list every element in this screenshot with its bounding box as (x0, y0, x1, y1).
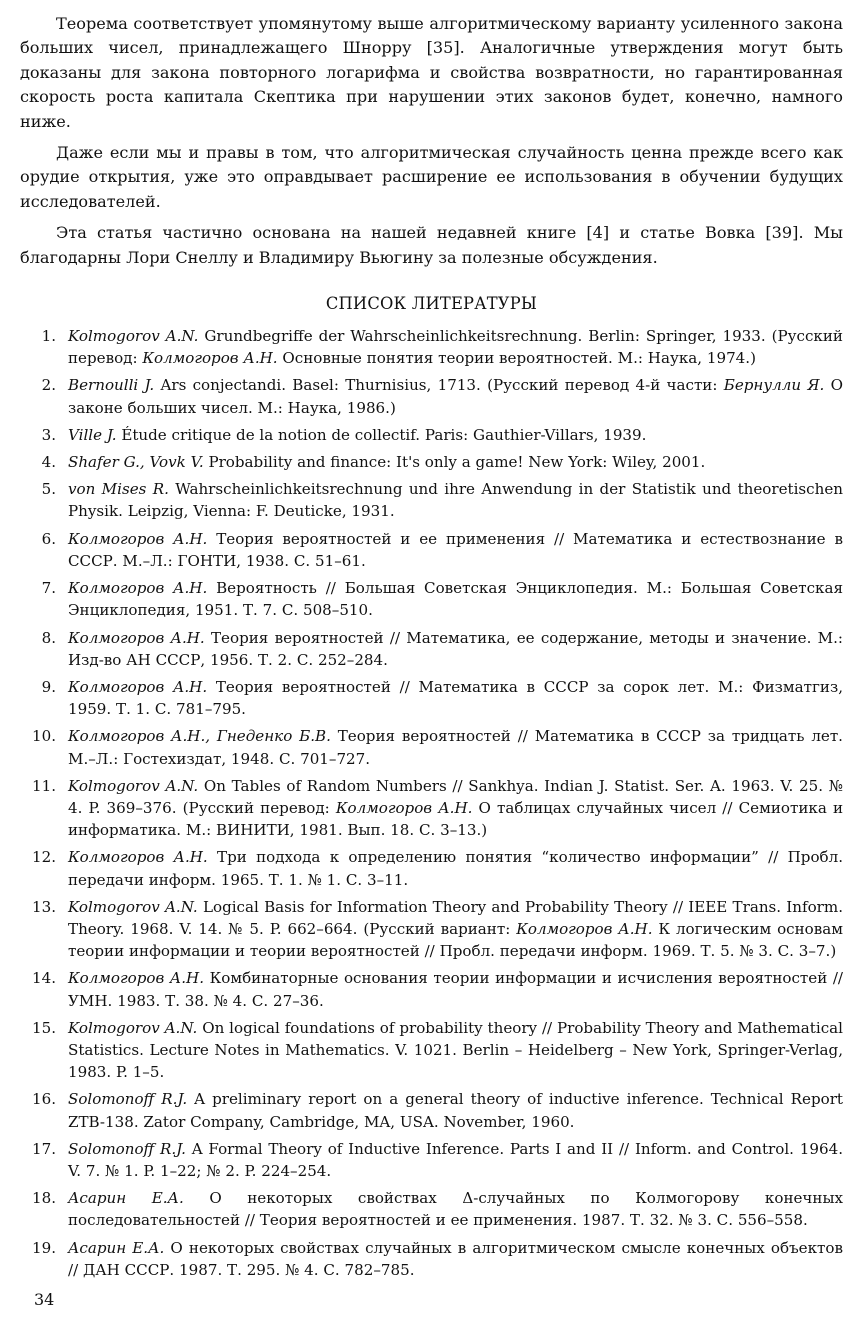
reference-author: Kolmogorov A.N. (68, 776, 199, 795)
reference-item (20, 528, 843, 572)
reference-author: Kolmogorov A.N. (68, 1018, 198, 1037)
reference-text: Grundbegriffe der Wahrscheinlichkeitsrechnung. Berlin: Springer, 1933. (Русский перевод: (68, 327, 843, 368)
reference-number: 4. (41, 453, 56, 472)
reference-item (20, 967, 843, 1011)
reference-number: 8. (41, 628, 56, 647)
reference-item (20, 1187, 843, 1231)
reference-author: Бернулли Я. (723, 376, 825, 395)
reference-number: 11. (31, 776, 56, 795)
reference-author: Ville J. (68, 425, 117, 444)
reference-text: A preliminary report on a general theory of inductive inference. Technical Report ZTB-138. Zator Company, Cambridge, MA, USA. November, 1960. (68, 1090, 843, 1131)
reference-text: Три подхода к определению понятия “количество информации” // Пробл. передачи информ. 1965. Т. 1. № 1. С. 3–11. (68, 848, 844, 889)
reference-text: Ars conjectandi. Basel: Thurnisius, 1713. (Русский перевод 4-й части: (154, 376, 724, 395)
body-paragraph: Теорема соответствует упомянутому выше алгоритмическому варианту усиленного закона больших чисел, принадлежащего Шнорру [35]. Аналогичные утверждения могут быть доказаны для закона повторного логарифма и свойства возвратности, но гарантированная скорость роста капитала Скептика при нарушении этих законов будет, конечно, намного ниже. (20, 14, 843, 131)
reference-number: 18. (31, 1189, 56, 1208)
reference-number: 13. (31, 897, 56, 916)
reference-text: Основные понятия теории вероятностей. М.: Наука, 1974.) (277, 349, 756, 368)
reference-item (20, 424, 843, 446)
reference-author: von Mises R. (68, 480, 169, 499)
reference-number: 16. (31, 1090, 56, 1109)
reference-text: Теория вероятностей // Математика в СССР за тридцать лет. М.–Л.: Гостехиздат, 1948. С. 701–727. (68, 727, 843, 768)
reference-author: Колмогоров А.Н. (68, 677, 208, 696)
reference-number: 19. (31, 1238, 56, 1257)
reference-item (20, 896, 843, 963)
reference-author: Колмогоров А.Н. (68, 848, 208, 867)
reference-text: Комбинаторные основания теории информации и исчисления вероятностей // УМН. 1983. Т. 38. № 4. С. 27–36. (68, 969, 844, 1010)
reference-author: Kolmogorov A.N. (68, 327, 199, 346)
reference-text: Étude critique de la notion de collectif. Paris: Gauthier-Villars, 1939. (116, 425, 647, 444)
reference-number: 12. (31, 848, 56, 867)
reference-author: Колмогоров А.Н. (516, 919, 653, 938)
reference-author: Колмогоров А.Н. (142, 349, 278, 368)
reference-text: О законе больших чисел. М.: Наука, 1986.) (68, 376, 843, 417)
reference-author: Solomonoff R.J. (68, 1090, 188, 1109)
body-paragraph: Эта статья частично основана на нашей недавней книге [4] и статье Вовка [39]. Мы благодарны Лори Снеллу и Владимиру Вьюгину за полезные обсуждения. (20, 223, 843, 267)
reference-author: Колмогоров А.Н. (335, 798, 473, 817)
reference-text: Wahrscheinlichkeitsrechnung und ihre Anwendung in der Statistik und theoretischen Physik. Leipzig, Vienna: F. Deuticke, 1931. (68, 480, 843, 521)
reference-item (20, 1237, 843, 1281)
reference-item (20, 478, 843, 522)
reference-text: О некоторых свойствах Δ-случайных по Колмогорову конечных последовательностей // Теория вероятностей и ее применения. 1987. Т. 32. № 3. С. 556–558. (68, 1189, 843, 1230)
reference-number: 5. (41, 480, 56, 499)
reference-number: 14. (31, 969, 56, 988)
reference-item (20, 1017, 843, 1084)
reference-item (20, 577, 843, 621)
reference-text: Вероятность // Большая Советская Энциклопедия. М.: Большая Советская Энциклопедия, 1951. Т. 7. С. 508–510. (68, 579, 843, 620)
reference-author: Bernoulli J. (68, 376, 155, 395)
reference-item (20, 1138, 843, 1182)
references-list (20, 325, 843, 1281)
page-number: 34 (34, 1290, 55, 1309)
reference-item (20, 725, 843, 769)
reference-number: 3. (41, 425, 56, 444)
reference-text: Теория вероятностей // Математика в СССР за сорок лет. М.: Физматгиз, 1959. Т. 1. С. 781–795. (68, 677, 843, 719)
reference-author: Solomonoff R.J. (68, 1139, 186, 1158)
references-heading: СПИСОК ЛИТЕРАТУРЫ (325, 294, 538, 314)
reference-number: 1. (41, 327, 56, 346)
reference-author: Колмогоров А.Н. (68, 628, 205, 647)
reference-text: О таблицах случайных чисел // Семиотика и информатика. М.: ВИНИТИ, 1981. Вып. 18. С. 3–13.) (68, 798, 844, 840)
reference-text: Probability and finance: It's only a game! New York: Wiley, 2001. (203, 453, 706, 472)
reference-text: Теория вероятностей // Математика, ее содержание, методы и значение. М.: Изд-во АН СССР, 1956. Т. 2. С. 252–284. (68, 628, 843, 669)
reference-text: Теория вероятностей и ее применения // Математика и естествознание в СССР. М.–Л.: ГОНТИ, 1938. С. 51–61. (68, 529, 843, 570)
reference-text: On Tables of Random Numbers // Sankhya. Indian J. Statist. Ser. A. 1963. V. 25. № 4. P. 369–376. (Русский перевод: (68, 776, 843, 817)
reference-text: О некоторых свойствах случайных в алгоритмическом смысле конечных объектов // ДАН СССР. 1987. Т. 295. № 4. С. 782–785. (68, 1238, 843, 1279)
reference-author: Колмогоров А.Н. (68, 579, 208, 598)
reference-item (20, 374, 843, 418)
reference-text: A Formal Theory of Inductive Inference. Parts I and II // Inform. and Control. 1964. V. 7. № 1. P. 1–22; № 2. P. 224–254. (68, 1139, 844, 1180)
reference-item (20, 775, 843, 842)
reference-author: Асарин Е.А. (68, 1189, 184, 1208)
reference-item (20, 846, 843, 890)
reference-text: On logical foundations of probability theory // Probability Theory and Mathematical Statistics. Lecture Notes in Mathematics. V. 1021. Berlin – Heidelberg – New York, Springer-Verlag, 1983. P. 1–5. (68, 1018, 843, 1082)
reference-item (20, 1088, 843, 1132)
reference-author: Колмогоров А.Н. (68, 529, 208, 548)
reference-author: Колмогоров А.Н., Гнеденко Б.В. (68, 727, 331, 746)
reference-text: К логическим основам теории информации и теории вероятностей // Пробл. передачи информ. 1969. Т. 5. № 3. С. 3–7.) (68, 919, 844, 961)
reference-author: Shafer G., Vovk V. (68, 453, 204, 472)
reference-author: Kolmogorov A.N. (68, 897, 198, 916)
reference-number: 2. (41, 376, 56, 395)
reference-number: 10. (31, 727, 56, 746)
reference-number: 6. (41, 529, 56, 548)
reference-number: 15. (31, 1018, 56, 1037)
reference-number: 7. (41, 579, 56, 598)
reference-item (20, 451, 843, 473)
reference-author: Асарин Е.А. (68, 1238, 165, 1257)
reference-item (20, 325, 843, 369)
reference-item (20, 676, 843, 720)
reference-item (20, 627, 843, 671)
body-paragraph: Даже если мы и правы в том, что алгоритмическая случайность ценна прежде всего как орудие открытия, уже это оправдывает расширение ее использования в обучении будущих исследователей. (20, 143, 843, 211)
reference-number: 9. (41, 677, 56, 696)
reference-number: 17. (31, 1139, 56, 1158)
reference-author: Колмогоров А.Н. (68, 969, 204, 988)
reference-text: Logical Basis for Information Theory and Probability Theory // IEEE Trans. Inform. Theory. 1968. V. 14. № 5. P. 662–664. (Русский вариант: (68, 897, 843, 938)
